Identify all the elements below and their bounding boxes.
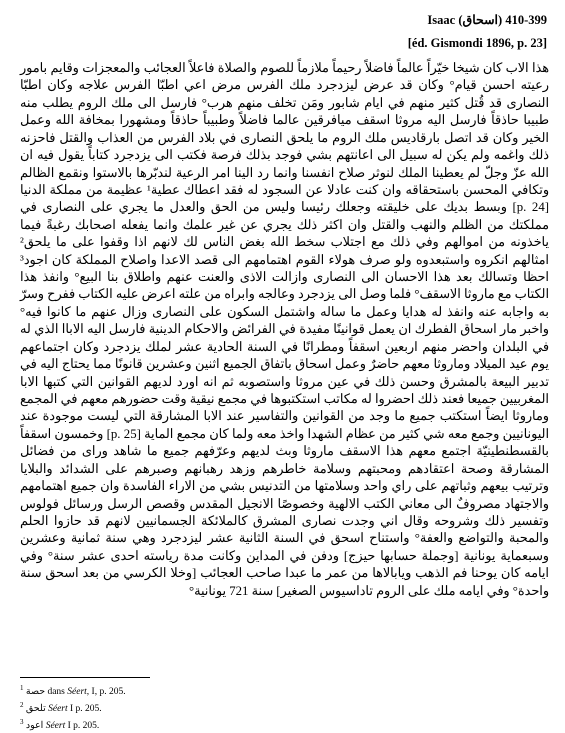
footnotes [20, 682, 126, 733]
footnote-divider [20, 677, 150, 678]
footnote-word: تلحق [25, 704, 46, 715]
edition-reference: [éd. Gismondi 1896, p. 23] [407, 36, 547, 50]
footnote-number: 1 [20, 684, 24, 692]
footnote-word: حصة [25, 687, 46, 698]
footnote-2 [20, 699, 126, 716]
arabic-body-text [20, 60, 549, 600]
footnote-word: اعود [25, 721, 44, 732]
footnote-prefix: dans [47, 687, 65, 698]
footnote-ref: I p. 205. [67, 704, 102, 715]
page-title: Isaac (اسحاق) 399-410 [427, 13, 547, 27]
footnote-number: 2 [20, 701, 24, 710]
footnote-source: Séert [48, 704, 68, 715]
footnote-number: 3 [20, 718, 24, 727]
body-paragraph: هذا الاب كان شيخا خيّراً عالماً فاضلاً رحيماً ملازماً للصوم والصلاة فاعلاً العجائب والمعجزات وقايم بامور رعيته احسن قيام° وكان قد عرض ليزدجرد ملك الفرس مرض اعي اطبّا الفرس علاجه وكان اطبّا النصارى قد قُتل كثير منهم في ايام شابور ومَن تخلف منهم هرب° فارسل الى ملك الروم يطلب منه طبيبا حاذقاً فارسل اليه مروثا اسقف ميافرقين عالما فاضلاً وطبيباً حاذقاً ومشهورا بمخافة الله وعمل الخير وكان قد اتصل بارقاديس ملك الروم ما يلحق النصارى في بلاد الفرس من العذاب والقتل فاحزنه ذلك واغمه ولم يكن له سبيل الى اعانتهم بشي فوجد بذلك فرصة فكتب الى يزدجرد كتاباً يقول فيه ان الله عزّ وجلّ لم يعطينا الملك لنوثر صلاح انفسنا وانما رد الينا امر الرعية لندبّرها بالاستوا ونقمع الظالم وتكافي المحسن باستحقاقه وان كنت عادلا عن السجود له فقد اعطاك عطية¹ عظيمة من مملكة الدنيا [p. 24] وبسط بديك على خليقته وجعلك رئيسا وليس من الحق والعدل ما يجري على النصارى في مملكتك من الظلم والنهب والقتل وان اكثر ذلك يجري عن غير علمك وانما يفعله اصحابك رغبةً فيما ياخذونه من اموالهم وفي ذلك مع اجتلاب سخط الله بغض الناس لك لانهم اذا وقفوا على ما يلحق² امثالهم انكروه واستبعدوه ولو صرف هولاء القوم اهتمامهم الى قصد الاعدا واصلاح المملكة كان اجود³ احظا وتسالك بعد هذا الاحسان الى النصارى وازالت الاذى والعنت عنهم واطلاق بنا البيع° وانفذ هذا الكتاب مع ماروثا الاسقف° فلما وصل الى يزدجرد وعالجه وابراه من علته اعرض عليه الكتاب ففرح وسرّ به واجابه عنه وانفذ له هدايا وعمل ما ساله واشتمل السكون على النصارى وزال عنهم ما كانوا فيه° واخبر مار اسحاق الفطرك ان يعمل قوانينًا مفيدة في الفرائض والاحكام الدينية فارسل اليه الاباا الذي له في البلدان واحضر منهم اربعين اسقفاً ومطرانًا في السنة الحادية عشر لملك يزدجرد وكان اجتماعهم يوم عيد الميلاد وماروثا معهم حاضرٌ وعمل اسحاق باتفاق الجميع اثنين وعشرين قانونًا مما يحتاج اليه في تدبير البيعة بالمشرق وحسن ذلك في عين مروثا واستصوبه ثم انه اورد لديهم القوانين التي كتبها الابا المغربيين جميعا فعند ذلك احضروا له مكاتب استكتبوها في مجمع نيقية وقت حضورهم معهم في المجمع وماروثا ايضاً استكتب جميع ما وجد من القوانين والتفاسير عند الابا المشارقة التي ليست موجودة عند اليونانيين وجمع معه شي كثير من عظام الشهدا واخذ معه ولما كان مجمع الماية [p. 25] وخمسون اسقفاً بالقسطنطينيّة اجتمع معهم هذا الاسقف ماروثا وبث لديهم وعرّفهم جميع ما شاهد وراى من فضائل المشارقة وصحة اعتقادهم ومحبتهم وسلامة خاطرهم وزهد رهبانهم وصبرهم على الشدائد والبلايا وترتيب بيعهم وثباتهم على راي واحد وسلامتها من التدنيس بشي من الاراء الفاسدة وان جميع اهتمامهم والاجتهاد مصروفٌ الى معاني الكتب الالهية وخصوصًا الانجيل المقدس وقصص الرسل ورسائل فولوس وتفسير ذلك وشروحه وقال اني وجدت نصارى المشرق كالملائكة الجسمانيين لانهم قد حازوا الحلم والمحبة والتواضع والعفة° واستناح اسحق في السنة الثانية عشر ليزدجرد وهي سنة ثمانية وعشرين وسبعماية يونانية [وجملة حسابها حيزج] ودفن في المداين وكانت مدة رياسته احدى عشر سنة° وفي ايامه كان يوحنا فم الذهب ويابالاها من عمر ما عبدا صاحب العجائب [وخلا الكرسي من بعد اسحق سنة واحدة° وفي ايامه ملك على الروم تاداسيوس الصغير] سنة 721 يونانية° [20, 61, 550, 598]
footnote-3 [20, 716, 126, 733]
footnote-ref: , I, p. 205. [86, 687, 126, 698]
footnote-source: Séert [67, 687, 87, 698]
footnote-1 [20, 682, 126, 699]
footnote-ref: I p. 205. [65, 721, 100, 732]
footnote-source: Séert [45, 721, 66, 732]
